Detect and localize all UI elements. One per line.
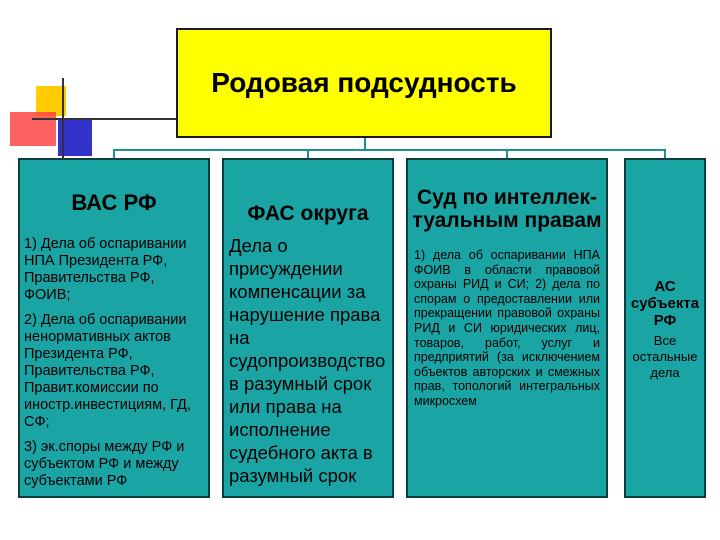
decor-horizontal-line xyxy=(32,118,182,120)
column-heading: АС субъекта РФ xyxy=(630,278,700,329)
column-heading: ВАС РФ xyxy=(71,190,157,215)
title-box xyxy=(176,28,552,138)
list-item: 2) Дела об оспаривании ненормативных актов Президента РФ, Правительства РФ, Правит.комиссии по иностр.инвестициям, ГД, СФ; xyxy=(24,312,191,430)
diagram-title: Родовая подсудность xyxy=(211,67,517,98)
column-vas-rf xyxy=(18,158,210,498)
column-body: Дела о присуждении компенсации за нарушение права на судопроизводство в разумный срок или права на исполнение судебного акта в разумный срок xyxy=(229,235,386,486)
connector-horizontal xyxy=(113,149,665,151)
column-body: Все остальные дела xyxy=(632,333,698,380)
list-item: 3) эк.споры между РФ и субъектом РФ и между субъектами РФ xyxy=(24,439,185,489)
decor-vertical-line xyxy=(62,78,64,162)
column-as-subekta xyxy=(624,158,706,498)
column-body: 1) дела об оспаривании НПА ФОИВ в области правовой охраны РИД и СИ; 2) дела по спорам о предоставлении или прекращении правовой охраны РИД и СИ юридических лиц, товаров, работ, услуг и предприятий (за исключением объектов авторских и смежных прав, топологий интегральных микросхем xyxy=(414,248,600,408)
column-heading: ФАС округа xyxy=(247,202,369,225)
column-heading: Суд по интеллек-туальным правам xyxy=(412,186,602,232)
list-item: 1) Дела об оспаривании НПА Президента РФ, Правительства РФ, ФОИВ; xyxy=(24,236,187,303)
column-body xyxy=(20,236,208,490)
column-fas-okruga xyxy=(222,158,394,498)
column-ip-court xyxy=(406,158,608,498)
